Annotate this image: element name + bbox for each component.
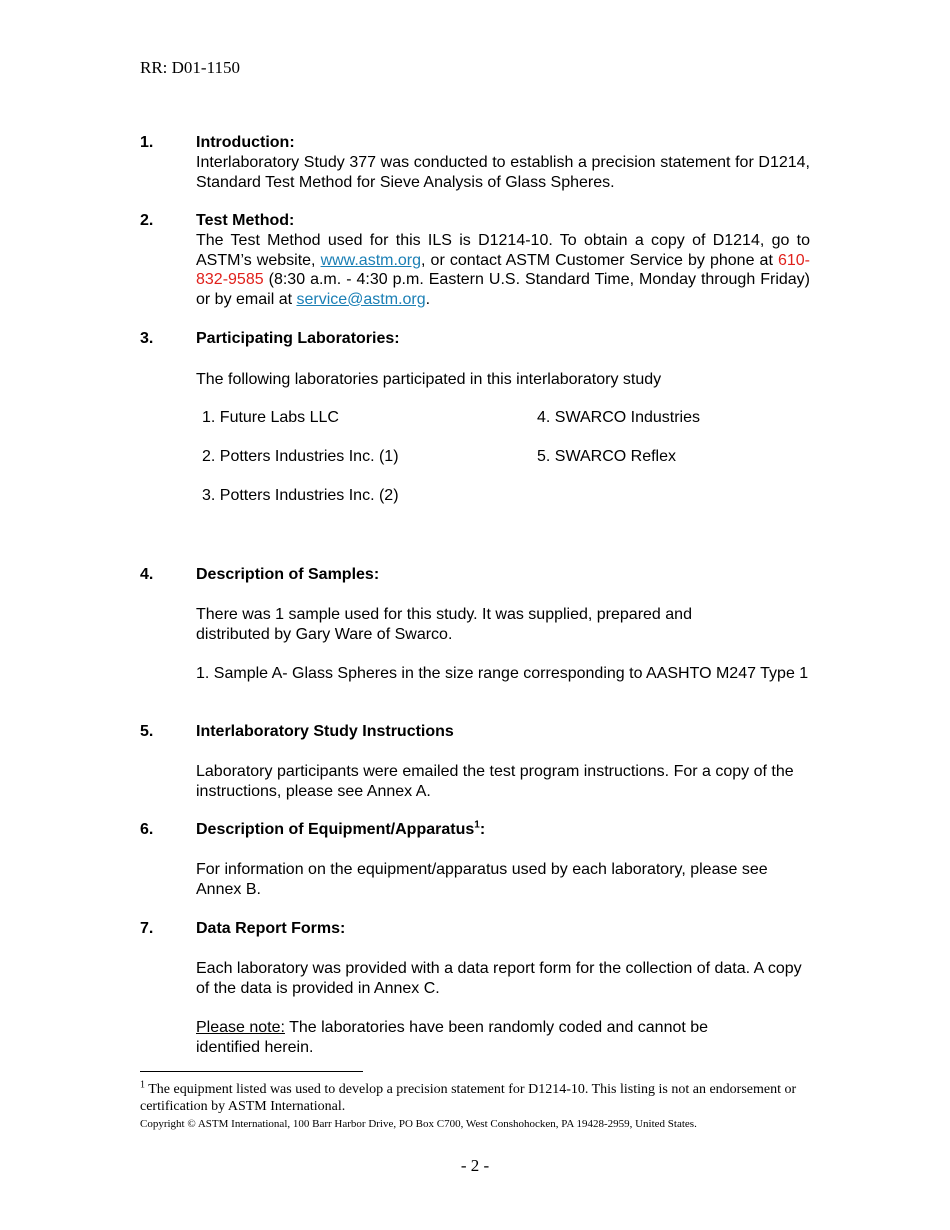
footnote-divider — [140, 1071, 363, 1072]
section-6-title — [196, 821, 485, 839]
footnote-mark: 1 — [140, 1079, 145, 1091]
section-7-note — [196, 1018, 756, 1057]
section-2-number: 2. — [140, 212, 154, 229]
phone-number: 610-832-9585 — [196, 251, 811, 288]
note-text: The laboratories have been randomly coded and cannot be identified herein. — [196, 1019, 709, 1056]
section-2-body — [196, 231, 810, 309]
footnote — [140, 1081, 820, 1115]
section-6-title-colon: : — [479, 821, 486, 838]
service-email-link[interactable]: service@astm.org — [296, 290, 426, 308]
section-1-number: 1. — [140, 134, 154, 151]
section-3-number: 3. — [140, 330, 154, 347]
page-number: - 2 - — [460, 1156, 490, 1175]
section-6-title-text: Description of Equipment/Apparatus — [196, 821, 475, 838]
lab-item-1: 1. Future Labs LLC — [202, 409, 339, 426]
section-3-intro: The following laboratories participated in this interlaboratory study — [196, 371, 662, 388]
section-2-text-d: . — [425, 290, 431, 308]
footnote-text: The equipment listed was used to develop a precision statement for D1214-10. This listing is not an endorsement or certification by ASTM International. — [140, 1082, 797, 1114]
astm-website-link[interactable]: www.astm.org — [320, 251, 422, 269]
copyright-notice: Copyright © ASTM International, 100 Barr Harbor Drive, PO Box C700, West Conshohocken, PA 19428-2959, United States. — [140, 1118, 697, 1130]
section-2-text-c: (8:30 a.m. - 4:30 p.m. Eastern U.S. Standard Time, Monday through Friday) or by email at — [196, 271, 810, 308]
section-6-paragraph: For information on the equipment/apparatus used by each laboratory, please see Annex B. — [196, 861, 768, 898]
section-5-title: Interlaboratory Study Instructions — [196, 723, 454, 740]
section-2-title: Test Method: — [196, 212, 295, 229]
lab-item-4: 4. SWARCO Industries — [537, 409, 701, 426]
section-4-title: Description of Samples: — [196, 566, 380, 583]
section-1-title: Introduction: — [196, 134, 295, 151]
section-4-paragraph-2: 1. Sample A- Glass Spheres in the size range corresponding to AASHTO M247 Type 1 — [196, 665, 809, 682]
section-5-paragraph: Laboratory participants were emailed the test program instructions. For a copy of the instructions, please see Annex A. — [196, 763, 794, 800]
section-3-title: Participating Laboratories: — [196, 330, 400, 347]
section-7-number: 7. — [140, 920, 154, 937]
section-2-text-a: The Test Method used for this ILS is D1214-10. To obtain a copy of D1214, go to ASTM’s website, — [196, 232, 810, 269]
section-7-paragraph: Each laboratory was provided with a data report form for the collection of data. A copy of the data is provided in Annex C. — [196, 960, 802, 997]
section-1-body: Interlaboratory Study 377 was conducted to establish a precision statement for D1214, Standard Test Method for Sieve Analysis of Glass Spheres. — [196, 154, 810, 191]
lab-item-5: 5. SWARCO Reflex — [537, 448, 676, 465]
footnote-reference: 1 — [474, 819, 480, 831]
lab-item-2: 2. Potters Industries Inc. (1) — [202, 448, 399, 465]
running-header: RR: D01-1150 — [140, 58, 240, 77]
section-4-number: 4. — [140, 566, 154, 583]
note-label: Please note: — [196, 1019, 285, 1036]
section-2-text-b: , or contact ASTM Customer Service by phone at — [421, 251, 778, 269]
section-6-number: 6. — [140, 821, 154, 838]
section-7-title: Data Report Forms: — [196, 920, 346, 937]
section-5-number: 5. — [140, 723, 154, 740]
lab-item-3: 3. Potters Industries Inc. (2) — [202, 487, 399, 504]
section-4-paragraph-1: There was 1 sample used for this study. It was supplied, prepared and distributed by Gary Ware of Swarco. — [196, 606, 692, 643]
